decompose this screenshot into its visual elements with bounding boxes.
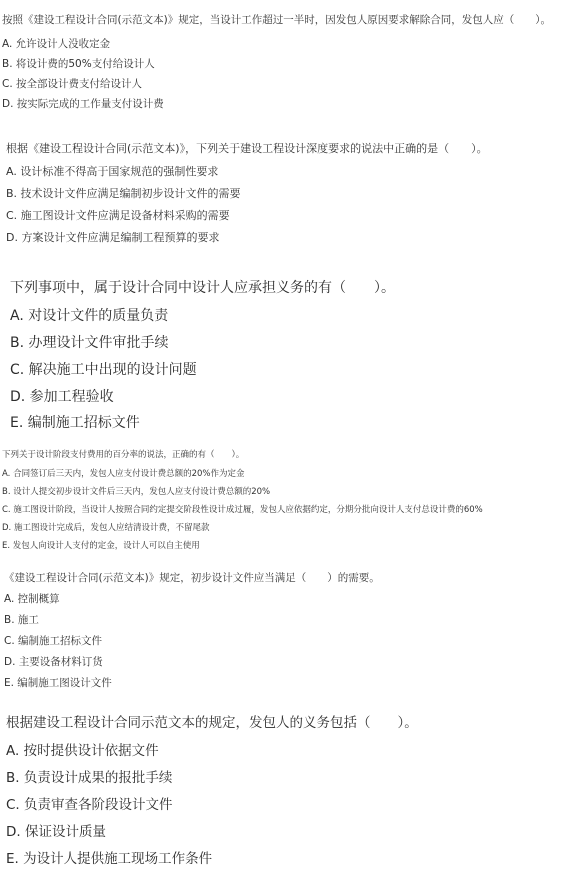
option-c: C. 按全部设计费支付给设计人 [2, 78, 143, 90]
question-stem: 下列关于设计阶段支付费用的百分率的说法，正确的有（ ）。 [2, 450, 245, 460]
option-d: D. 主要设备材料订货 [4, 656, 103, 668]
option-e: E. 为设计人提供施工现场工作条件 [6, 851, 213, 867]
option-d: D. 施工图设计完成后，发包人应结清设计费，不留尾款 [2, 523, 210, 533]
question-stem: 按照《建设工程设计合同(示范文本)》规定，当设计工作超过一半时，因发包人原因要求解除合同，发包人应（ ）。 [2, 14, 551, 26]
option-c: C. 施工图设计文件应满足设备材料采购的需要 [6, 209, 230, 222]
option-c: C. 施工图设计阶段，当设计人按照合同约定提交阶段性设计成过履，发包人应依据约定，分期分批向设计人支付总设计费的60% [2, 505, 483, 515]
option-a: A. 设计标准不得高于国家规范的强制性要求 [6, 165, 219, 178]
option-e: E. 发包人向设计人支付的定金，设计人可以自主使用 [2, 541, 200, 551]
option-b: B. 将设计费的50%支付给设计人 [2, 58, 155, 70]
question-stem: 《建设工程设计合同(示范文本)》规定，初步设计文件应当满足（ ）的需要。 [4, 572, 380, 584]
option-b: B. 施工 [4, 614, 39, 626]
option-a: A. 合同签订后三天内，发包人应支付设计费总额的20%作为定金 [2, 469, 245, 479]
question-stem: 下列事项中，属于设计合同中设计人应承担义务的有（ ）。 [10, 280, 395, 296]
option-b: B. 办理设计文件审批手续 [10, 335, 169, 351]
option-a: A. 控制概算 [4, 593, 60, 605]
option-d: D. 按实际完成的工作量支付设计费 [2, 98, 164, 110]
option-c: C. 解决施工中出现的设计问题 [10, 362, 197, 378]
option-a: A. 按时提供设计依据文件 [6, 743, 159, 759]
option-b: B. 技术设计文件应满足编制初步设计文件的需要 [6, 187, 241, 200]
option-b: B. 设计人提交初步设计文件后三天内，发包人应支付设计费总额的20% [2, 487, 271, 497]
option-a: A. 允许设计人没收定金 [2, 38, 111, 50]
question-stem: 根据《建设工程设计合同(示范文本)》，下列关于建设工程设计深度要求的说法中正确的是（ ）。 [6, 142, 488, 155]
option-e: E. 编制施工招标文件 [10, 415, 140, 431]
question-stem: 根据建设工程设计合同示范文本的规定，发包人的义务包括（ ）。 [6, 715, 418, 731]
option-b: B. 负责设计成果的报批手续 [6, 770, 173, 786]
option-d: D. 方案设计文件应满足编制工程预算的要求 [6, 231, 220, 244]
option-d: D. 参加工程验收 [10, 389, 114, 405]
option-c: C. 负责审查各阶段设计文件 [6, 797, 173, 813]
option-d: D. 保证设计质量 [6, 824, 106, 840]
option-a: A. 对设计文件的质量负责 [10, 308, 169, 324]
option-c: C. 编制施工招标文件 [4, 635, 103, 647]
option-e: E. 编制施工图设计文件 [4, 677, 112, 689]
